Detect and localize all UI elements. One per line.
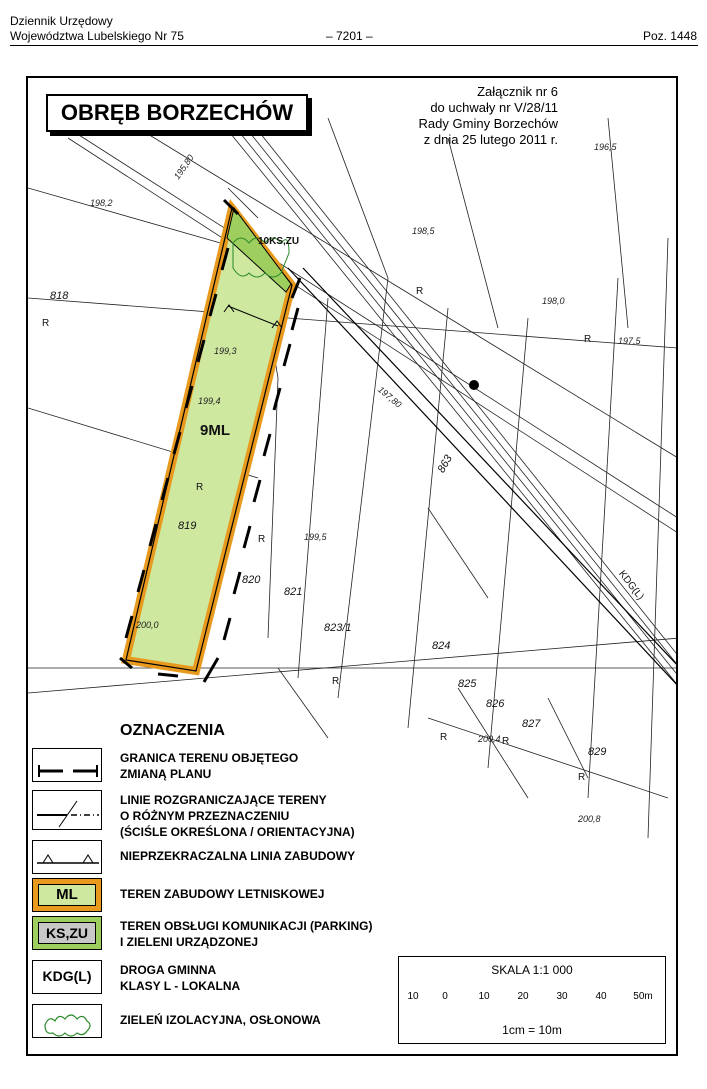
demarcation-lines-icon — [32, 790, 102, 830]
legend-label: NIEPRZEKRACZALNA LINIA ZABUDOWY — [120, 849, 356, 863]
parcel-number: 863 — [435, 453, 455, 475]
land-use-mark: R — [578, 772, 586, 783]
legend-label: KLASY L - LOKALNA — [120, 979, 241, 993]
parcel-number: 823/1 — [324, 622, 352, 634]
legend-label: TEREN ZABUDOWY LETNISKOWEJ — [120, 887, 325, 901]
land-use-mark: R — [440, 732, 448, 743]
scale-tick: 40 — [595, 991, 607, 1002]
legend-item-road — [32, 960, 432, 1000]
zone-kszu-label: 10KS,ZU — [258, 236, 300, 247]
ml-symbol — [32, 878, 102, 912]
voivodeship-issue: Województwa Lubelskiego Nr 75 — [10, 29, 184, 43]
legend-item-greenery — [32, 1004, 432, 1044]
parcel-number: 821 — [284, 586, 303, 598]
legend-item-demarcation-lines — [32, 790, 432, 839]
legend-label: I ZIELENI URZĄDZONEJ — [120, 935, 259, 949]
parcel-number: 827 — [522, 718, 541, 730]
legend-label: ZMIANĄ PLANU — [120, 767, 212, 781]
legend-item-ml — [32, 878, 432, 918]
land-use-mark: R — [502, 736, 510, 747]
parcel-number: 826 — [486, 698, 505, 710]
scale-tick: 0 — [442, 991, 448, 1002]
elevation-mark: 196,5 — [594, 142, 617, 152]
scale-tick: 10 — [407, 991, 419, 1002]
kszu-symbol-label: KS,ZU — [38, 922, 96, 944]
elevation-mark: 198,5 — [412, 226, 435, 236]
legend-item-building-line — [32, 840, 432, 880]
road-symbol: KDG(L) — [32, 960, 102, 994]
land-use-mark: R — [332, 676, 340, 687]
position-number: Poz. 1448 — [642, 29, 697, 43]
legend-label: GRANICA TERENU OBJĘTEGO — [120, 751, 299, 765]
legend-item-kszu — [32, 916, 432, 956]
journal-name: Dziennik Urzędowy — [10, 14, 113, 28]
parcel-number: 829 — [588, 746, 607, 758]
zone-ml-label: 9ML — [200, 422, 230, 439]
legend-title: OZNACZENIA — [120, 722, 225, 739]
parcel-number: 819 — [178, 520, 197, 532]
road-label: KDG(L) — [616, 568, 646, 603]
elevation-mark: 195,80 — [171, 152, 196, 182]
legend-label: TEREN OBSŁUGI KOMUNIKACJI (PARKING) — [120, 919, 373, 933]
land-use-mark: R — [416, 286, 424, 297]
scale-tick: 50m — [633, 991, 653, 1002]
elevation-mark: 199,3 — [214, 346, 237, 356]
survey-point-icon — [469, 380, 479, 390]
land-use-mark: R — [258, 534, 266, 545]
elevation-mark: 199,5 — [304, 532, 327, 542]
building-line-icon — [32, 840, 102, 874]
scale-tick: 10 — [478, 991, 490, 1002]
legend-label: LINIE ROZGRANICZAJĄCE TERENY — [120, 793, 327, 807]
legend-label: O RÓŻNYM PRZEZNACZENIU — [120, 809, 290, 823]
elevation-mark: 199,4 — [198, 396, 221, 406]
page-number: – 7201 – — [326, 29, 373, 43]
ml-symbol-label: ML — [38, 884, 96, 906]
scale-tick: 30 — [556, 991, 568, 1002]
map-title: OBRĘB BORZECHÓW — [46, 94, 308, 132]
annex-line-3: Rady Gminy Borzechów — [418, 116, 558, 131]
land-use-mark: R — [584, 334, 592, 345]
parcel-number: 824 — [432, 640, 451, 652]
parcel-number: 820 — [242, 574, 261, 586]
legend-item-plan-boundary — [32, 748, 432, 788]
parcel-number: 825 — [458, 678, 477, 690]
elevation-mark: 197,5 — [618, 336, 641, 346]
scale-tick: 20 — [517, 991, 529, 1002]
annex-line-1: Załącznik nr 6 — [477, 84, 558, 99]
elevation-mark: 198,2 — [90, 198, 113, 208]
legend-label: DROGA GMINNA — [120, 963, 217, 977]
scale-title: SKALA 1:1 000 — [491, 963, 573, 977]
annex-line-2: do uchwały nr V/28/11 — [430, 100, 558, 115]
elevation-mark: 197,80 — [376, 384, 404, 410]
map-frame — [26, 76, 678, 1056]
legend-label: ZIELEŃ IZOLACYJNA, OSŁONOWA — [120, 1013, 321, 1027]
header-rule — [10, 45, 698, 46]
parcel-number: 818 — [50, 290, 69, 302]
scale-footer: 1cm = 10m — [502, 1023, 562, 1037]
legend-label: (ŚCIŚLE OKREŚLONA / ORIENTACYJNA) — [120, 825, 355, 839]
elevation-mark: 200,8 — [578, 814, 601, 824]
elevation-mark: 200,0 — [136, 620, 159, 630]
greenery-icon — [32, 1004, 102, 1038]
plan-boundary-icon — [32, 748, 102, 782]
elevation-mark: 198,0 — [542, 296, 565, 306]
scale-box — [398, 956, 666, 1044]
land-use-mark: R — [42, 318, 50, 329]
annex-note — [419, 84, 558, 148]
land-use-mark: R — [196, 482, 204, 493]
annex-line-4: z dnia 25 lutego 2011 r. — [423, 132, 558, 147]
elevation-mark: 200,4 — [478, 734, 501, 744]
kszu-symbol — [32, 916, 102, 950]
